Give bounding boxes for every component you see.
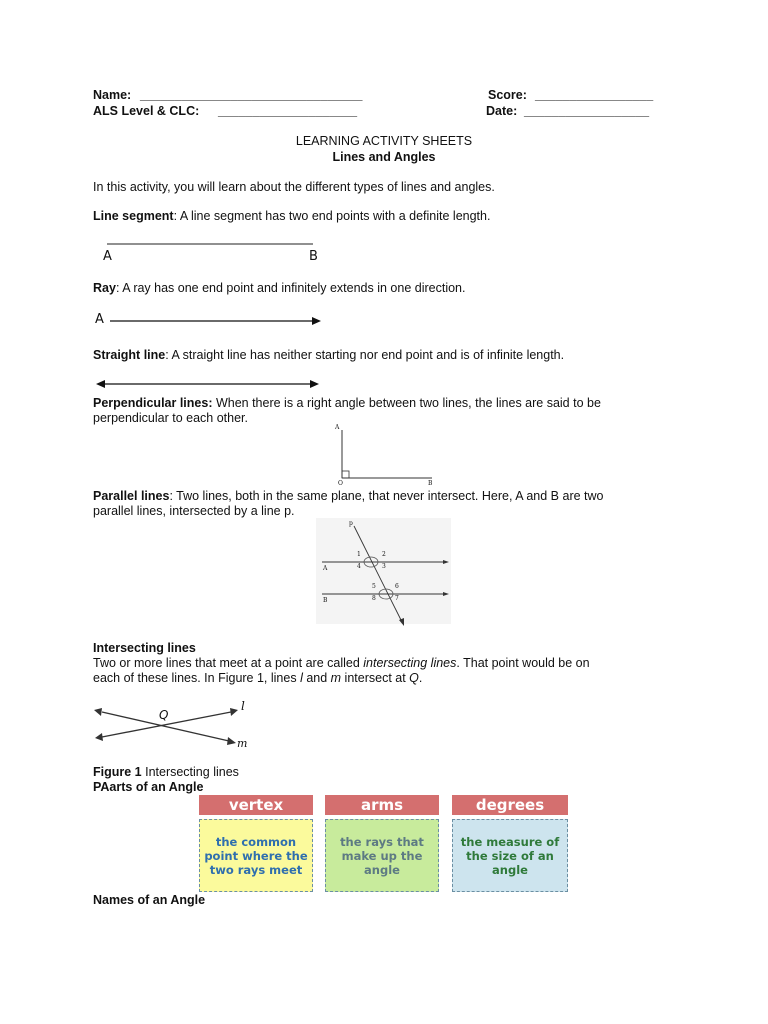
score-blank[interactable]: _________________ (535, 88, 654, 102)
straight-line-desc: : A straight line has neither starting nor end point and is of infinite length. (165, 348, 565, 362)
figure-caption-text: Intersecting lines (141, 765, 239, 779)
perpendicular-desc-1: When there is a right angle between two lines, the lines are said to be (212, 396, 601, 410)
perp-label-o: O (338, 480, 343, 487)
name-blank[interactable]: ________________________________ (140, 88, 363, 102)
angle-label-3: 3 (382, 563, 386, 570)
angle-label-7: 7 (395, 595, 399, 602)
perp-label-b: B (428, 480, 433, 487)
segment-point-b: B (309, 249, 318, 264)
vertex-card-title: vertex (199, 795, 313, 815)
degrees-card (452, 795, 568, 892)
angle-label-5: 5 (372, 583, 376, 590)
perp-label-a: A (335, 424, 340, 431)
angle-label-2: 2 (382, 551, 386, 558)
intersecting-heading: Intersecting lines (93, 641, 196, 655)
fig-label-l: l (241, 699, 245, 713)
angle-label-1: 1 (357, 551, 361, 558)
fig-label-m: m (237, 737, 248, 750)
intersecting-text-2end: . (418, 671, 423, 685)
sheet-subtitle: Lines and Angles (332, 150, 436, 164)
date-label: Date: (486, 104, 518, 118)
intersecting-point-q: Q (409, 671, 419, 685)
names-heading: Names of an Angle (93, 893, 206, 907)
parallel-label-p: p (349, 520, 353, 527)
arms-card-title: arms (325, 795, 439, 815)
date-blank[interactable]: __________________ (524, 104, 650, 118)
parallel-label-b: B (323, 597, 328, 604)
ray-point-a: A (95, 312, 104, 327)
parallel-term: Parallel lines (93, 489, 170, 503)
ray-desc: : A ray has one end point and infinitely extends in one direction. (115, 281, 466, 295)
perpendicular-term: Perpendicular lines: (93, 396, 213, 410)
ray-term: Ray (93, 281, 116, 295)
intersecting-text-2mid: and (302, 671, 331, 685)
perpendicular-desc-2: perpendicular to each other. (93, 411, 248, 425)
intersecting-text-2b: intersect at (341, 671, 410, 685)
intersecting-text-2a: each of these lines. In Figure 1, lines (93, 671, 301, 685)
parallel-label-a: A (323, 565, 328, 572)
degrees-card-title: degrees (452, 795, 568, 815)
figure-caption (93, 765, 239, 780)
score-label: Score: (488, 88, 527, 102)
intersecting-text-1b: . That point would be on (456, 656, 590, 670)
fig-label-q: Q (159, 708, 169, 722)
intersecting-line-l: l (300, 671, 303, 685)
line-segment-desc: : A line segment has two end points with a definite length. (173, 209, 491, 223)
angle-label-6: 6 (395, 583, 399, 590)
arms-card-body: the rays that make up the angle (325, 819, 439, 892)
straight-line-term: Straight line (93, 348, 166, 362)
degrees-card-body: the measure of the size of an angle (452, 819, 568, 892)
sheet-title: LEARNING ACTIVITY SHEETS (295, 134, 473, 148)
parts-heading: PAarts of an Angle (93, 780, 204, 794)
segment-point-a: A (103, 249, 112, 264)
parallel-desc-2: parallel lines, intersected by a line p. (93, 504, 295, 518)
als-blank[interactable]: ____________________ (218, 104, 358, 118)
vertex-card (199, 795, 313, 892)
arms-card (325, 795, 439, 892)
angle-label-4: 4 (357, 563, 361, 570)
parallel-desc-1: : Two lines, both in the same plane, that never intersect. Here, A and B are two (169, 489, 604, 503)
intersecting-text-1a: Two or more lines that meet at a point are called (93, 656, 364, 670)
angle-label-8: 8 (372, 595, 376, 602)
figure-caption-number: Figure 1 (93, 765, 142, 779)
intro-text: In this activity, you will learn about the different types of lines and angles. (93, 180, 495, 194)
intersecting-term: intersecting lines (363, 656, 457, 670)
intersecting-line-m: m (330, 671, 342, 685)
line-segment-term: Line segment (93, 209, 174, 223)
name-label: Name: (93, 88, 132, 102)
als-label: ALS Level & CLC: (93, 104, 200, 118)
vertex-card-body: the common point where the two rays meet (199, 819, 313, 892)
